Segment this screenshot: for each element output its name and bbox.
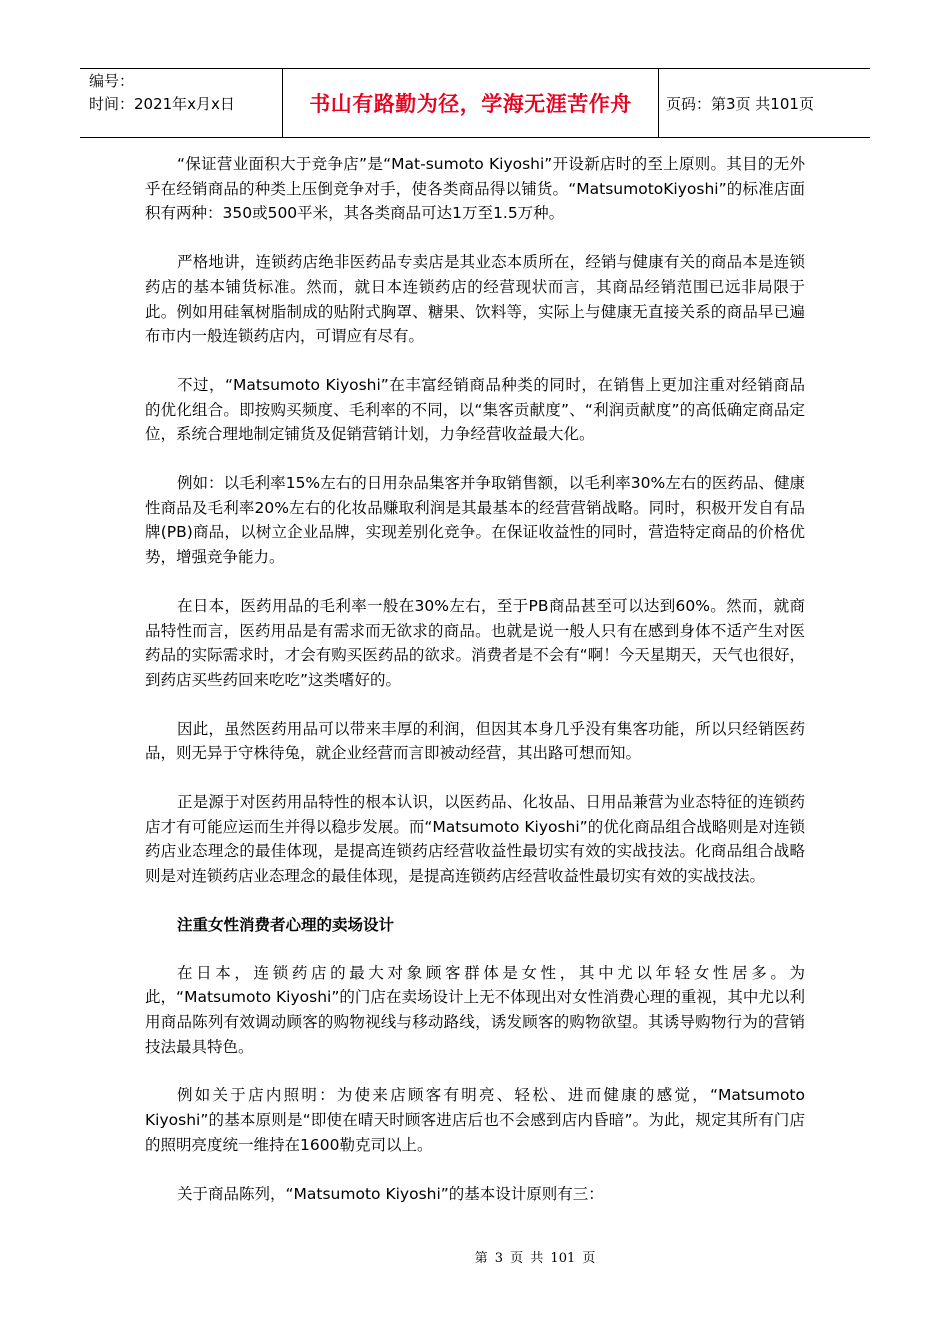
paragraph: 严格地讲，连锁药店绝非医药品专卖店是其业态本质所在，经销与健康有关的商品本是连锁药店的基本铺货标准。然而，就日本连锁药店的经营现状而言，其商品经销范围已远非局限于此。例如用硅氧树脂制成的贴附式胸罩、糖果、饮料等，实际上与健康无直接关系的商品早已遍布市内一般连锁药店内，可谓应有尽有。: [145, 253, 805, 346]
document-body: [145, 152, 805, 1230]
page-footer: 第 3 页 共 101 页: [474, 1251, 596, 1266]
document-date: 时间：2021年x月x日: [89, 95, 235, 113]
section-heading: 注重女性消费者心理的卖场设计: [177, 915, 395, 934]
paragraph: 不过，“Matsumoto Kiyoshi”在丰富经销商品种类的同时，在销售上更加注重对经销商品的优化组合。即按购买频度、毛利率的不同，以“集客贡献度”、“利润贡献度”的高低确定商品定位，系统合理地制定铺货及促销营销计划，力争经营收益最大化。: [145, 375, 805, 444]
paragraph: 例如关于店内照明：为使来店顾客有明亮、轻松、进而健康的感觉，“Matsumoto Kiyoshi”的基本原则是“即使在晴天时顾客进店后也不会感到店内昏暗”。为此，规定其所有门店的照明亮度统一维持在1600勒克司以上。: [145, 1086, 805, 1154]
paragraph: 关于商品陈列，“Matsumoto Kiyoshi”的基本设计原则有三：: [177, 1184, 604, 1203]
header-page-info: 页码：第3页 共101页: [666, 94, 814, 113]
paragraph: 例如：以毛利率15%左右的日用杂品集客并争取销售额，以毛利率30%左右的医药品、健康性商品及毛利率20%左右的化妆品赚取利润是其最基本的经营营销战略。同时，积极开发自有品牌(PB)商品，以树立企业品牌，实现差别化竞争。在保证收益性的同时，营造特定商品的价格优势，增强竞争能力。: [145, 474, 805, 567]
paragraph: 在日本，连锁药店的最大对象顾客群体是女性，其中尤以年轻女性居多。为此，“Matsumoto Kiyoshi”的门店在卖场设计上无不体现出对女性消费心理的重视，其中尤以利用商品陈列有效调动顾客的购物视线与移动路线，诱发顾客的购物欲望。其诱导购物行为的营销技法最具特色。: [145, 963, 805, 1056]
paragraph: 正是源于对医药用品特性的根本认识，以医药品、化妆品、日用品兼营为业态特征的连锁药店才有可能应运而生并得以稳步发展。而“Matsumoto Kiyoshi”的优化商品组合战略则是对连锁药店业态理念的最佳体现，是提高连锁药店经营收益性最切实有效的实战技法。化商品组合战略则是对连锁药店业态理念的最佳体现，是提高连锁药店经营收益性最切实有效的实战技法。: [145, 793, 805, 886]
page-header: [80, 68, 870, 138]
paragraph: 在日本，医药用品的毛利率一般在30%左右，至于PB商品甚至可以达到60%。然而，就商品特性而言，医药用品是有需求而无欲求的商品。也就是说一般人只有在感到身体不适产生对医药品的实际需求时，才会有购买医药品的欲求。消费者是不会有“啊！今天星期天，天气也很好，到药店买些药回来吃吃”这类嗜好的。: [145, 596, 805, 689]
paragraph: 因此，虽然医药用品可以带来丰厚的利润，但因其本身几乎没有集客功能，所以只经销医药品，则无异于守株待兔，就企业经营而言即被动经营，其出路可想而知。: [145, 719, 805, 763]
header-motto: 书山有路勤为径，学海无涯苦作舟: [283, 69, 659, 137]
document-number-label: 编号：: [89, 72, 135, 90]
header-meta-cell: [80, 69, 283, 137]
paragraph: “保证营业面积大于竞争店”是“Mat-sumoto Kiyoshi”开设新店时的至上原则。其目的无外乎在经销商品的种类上压倒竞争对手，使各类商品得以铺货。“MatsumotoKiyoshi”的标准店面积有两种：350或500平米，其各类商品可达1万至1.5万种。: [145, 155, 805, 223]
